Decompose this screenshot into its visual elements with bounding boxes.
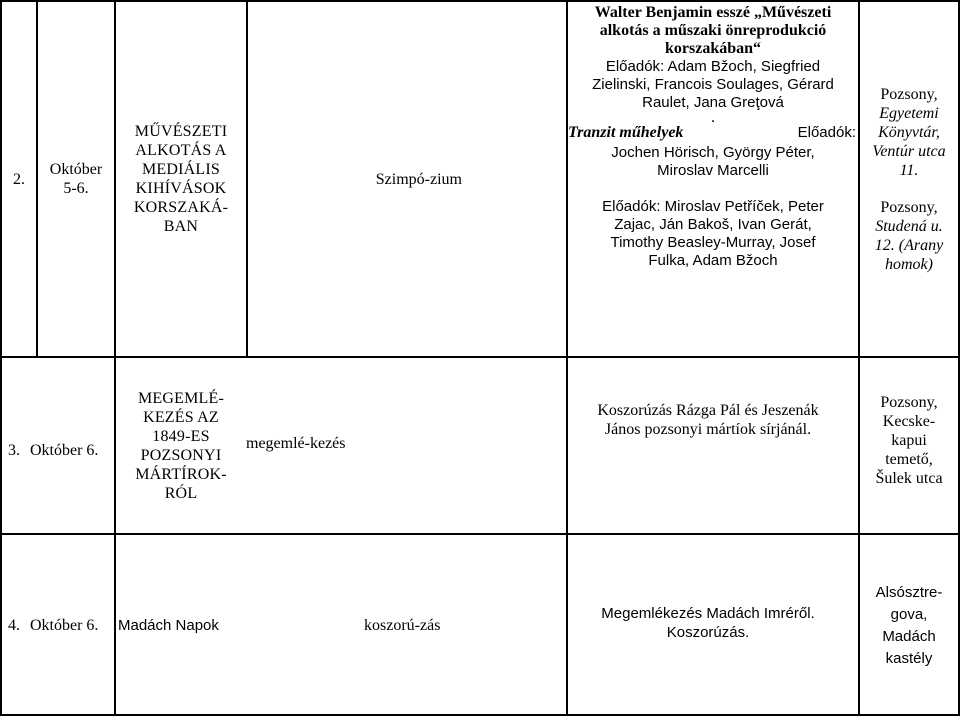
event-date — [38, 2, 114, 356]
presenters-line: Raulet, Jana Greţová — [642, 94, 784, 111]
event-title-text: Madách Napok — [118, 616, 219, 634]
event-type-text: megemlé-kezés — [246, 434, 346, 452]
description-heading-line: alkotás a műszaki önreprodukció — [599, 22, 827, 39]
location-line: Studená u. — [875, 217, 943, 235]
location-line: Pozsony, — [880, 198, 938, 216]
description-line: Megemlékezés Madách Imréről. — [601, 605, 815, 622]
presenters-label: Előadók: — [797, 124, 856, 141]
title-line: KEZÉS AZ — [143, 408, 219, 426]
location-line: 11. — [899, 161, 919, 179]
presenters-line: Zielinski, Francois Soulages, Gérard — [592, 76, 834, 93]
presenters-line: Fulka, Adam Bžoch — [648, 252, 778, 269]
spacer — [872, 180, 945, 198]
location-line: kastély — [885, 650, 933, 667]
row-number-text: 2. — [13, 170, 25, 188]
event-type — [364, 614, 484, 636]
description-heading-line: Walter Benjamin esszé „Művészeti — [594, 4, 832, 21]
event-description — [566, 395, 850, 445]
location-line: kapui — [891, 431, 927, 449]
title-line: MŰVÉSZETI — [134, 123, 228, 140]
location-line: Pozsony, — [880, 393, 938, 411]
location-line: temető, — [885, 450, 933, 468]
date-line: Október — [49, 161, 103, 178]
location-line: homok) — [885, 255, 933, 273]
event-date-text: Október 6. — [30, 616, 99, 634]
presenters-line: Előadók: Miroslav Petříček, Peter — [602, 198, 824, 215]
row-number-text: 4. — [8, 616, 20, 634]
event-description — [566, 4, 860, 270]
title-line: MEGEMLÉ- — [137, 389, 224, 407]
presenters-line: Zajac, Ján Bakoš, Ivan Gerát, — [614, 216, 812, 233]
event-title — [116, 358, 246, 533]
row-number — [2, 2, 36, 356]
event-location — [860, 580, 958, 672]
event-title — [116, 2, 246, 356]
presenters-line: Timothy Beasley-Murray, Josef — [610, 234, 816, 251]
event-type-text: koszorú-zás — [364, 616, 441, 634]
location-line: Ventúr utca — [872, 142, 946, 160]
title-line: MEDIÁLIS — [141, 161, 221, 178]
location-line: gova, — [890, 606, 928, 623]
event-title — [118, 614, 258, 636]
presenters-line: Miroslav Marcelli — [657, 162, 769, 179]
presenters-line: Jochen Hörisch, György Péter, — [611, 144, 815, 161]
workshop-title: Tranzit műhelyek — [568, 124, 684, 141]
location-line: Könyvtár, — [878, 123, 940, 141]
location-line: Egyetemi — [879, 104, 939, 122]
row-number-text: 3. — [8, 441, 20, 459]
location-line: Kecske- — [882, 412, 936, 430]
workshop-line — [566, 124, 860, 144]
row-number-and-date — [8, 614, 118, 636]
description-heading-line: korszakában“ — [664, 40, 762, 57]
presenters-line: Előadók: Adam Bžoch, Siegfried — [605, 58, 821, 75]
spacer — [566, 180, 860, 198]
event-location — [860, 380, 958, 500]
location-line: Šulek utca — [875, 469, 943, 487]
description-line: Koszorúzás Rázga Pál és Jeszenák — [597, 402, 819, 419]
title-line: ALKOTÁS A — [135, 142, 227, 159]
location-line: Pozsony, — [880, 85, 938, 103]
event-type — [248, 2, 566, 356]
event-location — [860, 2, 958, 356]
title-line: POZSONYI — [140, 446, 222, 464]
title-line: KORSZAKÁ- — [133, 199, 229, 216]
description-line: János pozsonyi mártíok sírjánál. — [604, 421, 812, 438]
location-line: 12. (Arany — [874, 236, 944, 254]
title-line: 1849-ES — [152, 427, 210, 445]
title-line: BAN — [163, 218, 199, 235]
title-line: MÁRTÍROK- — [135, 465, 227, 483]
event-date-text: Október 6. — [30, 441, 99, 459]
event-description — [566, 600, 850, 646]
date-line: 5-6. — [63, 180, 89, 197]
title-line: KIHÍVÁSOK — [135, 180, 227, 197]
row-number-and-date — [8, 440, 118, 460]
event-type — [246, 432, 376, 454]
description-line: Koszorúzás. — [666, 624, 750, 641]
event-type-text: Szimpó-zium — [375, 170, 462, 188]
row-divider — [0, 533, 960, 535]
separator-dot: . — [711, 109, 715, 126]
location-line: Alsósztre- — [875, 584, 943, 601]
title-line: RÓL — [164, 484, 198, 502]
location-line: Madách — [882, 628, 936, 645]
